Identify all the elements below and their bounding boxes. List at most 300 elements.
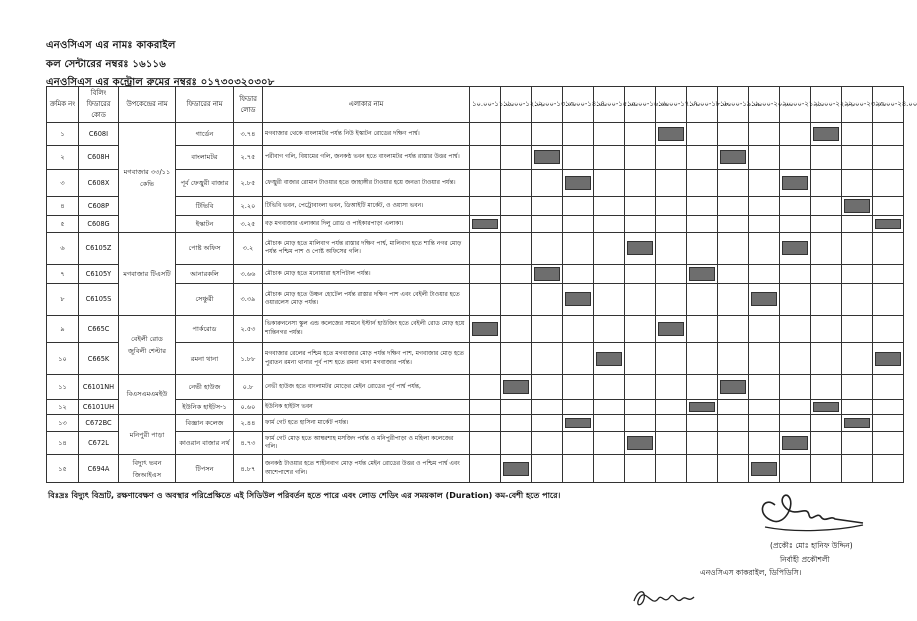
substation-cell: মগবাজার ৩৩/১১ কেভি [119,123,176,233]
serial-cell: ১৫ [47,455,79,483]
slot-cell [873,315,904,343]
slot-cell [687,455,718,483]
slot-cell [811,233,842,265]
serial-cell: ৬ [47,233,79,265]
load-cell: ৩.৭৪ [234,123,263,146]
slot-cell [749,374,780,399]
slot-cell [811,400,842,415]
signatory-office: এনওসিএস কাকরাইল, ডিপিডিসি। [700,568,802,577]
area-cell: নেভী হাউজ হতে বাংলামটর মোড়ের মেইন রোডের পূর্ব পার্শ্ব পর্যন্ত, [263,374,470,399]
shedding-block [689,267,715,281]
slot-cell [470,343,501,375]
feeder-name-cell: নেভী হাউজ [176,374,234,399]
slot-cell [811,123,842,146]
feeder-name-cell: পূর্ব ফেজ্বুরী বাজার [176,169,234,197]
slot-cell [594,415,625,432]
slot-cell [842,315,873,343]
slot-cell [780,197,811,216]
serial-cell: ২ [47,146,79,169]
area-cell: মৌচাক মোড় হতে মালিবাগ পর্যন্ত রাস্তার দক্ষিণ পার্শ্ব, মালিবাগ হতে শান্তি নগর মোড় পর্যন্ত পশ্চিম পাশ ও পোষ্ট অফিসের গলি। [263,233,470,265]
slot-cell [625,415,656,432]
table-row [47,400,904,415]
slot-cell [563,216,594,233]
slot-cell [811,146,842,169]
slot-cell [563,315,594,343]
slot-cell [873,415,904,432]
shedding-block [658,322,684,336]
area-cell: টিভিবি ভবন, পেট্রোবাংলা ভবন, ডিআইটি মার্কেট, ও ওয়াসা ভবন। [263,197,470,216]
slot-cell [687,233,718,265]
slot-cell [563,283,594,315]
slot-cell [842,233,873,265]
slot-cell [718,146,749,169]
slot-cell [625,146,656,169]
slot-cell [687,415,718,432]
serial-cell: ৮ [47,283,79,315]
shedding-block [689,402,715,412]
slot-cell [749,343,780,375]
slot-cell [687,146,718,169]
col-time-slot: ১৩.০০-১৪.০০ [563,87,594,123]
table-row [47,146,904,169]
shedding-block [565,176,591,190]
slot-cell [501,216,532,233]
substation-cell: মগবাজার টিএসটি [119,233,176,316]
slot-cell [625,169,656,197]
table-row [47,283,904,315]
signatory-designation: নির্বাহী প্রকৌশলী [780,555,830,564]
call-center-number: কল সেন্টারের নম্বরঃ ১৬১১৬ [46,59,166,70]
slot-cell [718,169,749,197]
slot-cell [656,264,687,283]
load-cell: ২.৫৩ [234,315,263,343]
col-time-slot: ১৪.০০-১৫.০০ [594,87,625,123]
slot-cell [718,415,749,432]
shedding-block [627,436,653,450]
slot-cell [594,283,625,315]
slot-cell [563,343,594,375]
slot-cell [687,197,718,216]
feeder-name-cell: আনারকলি [176,264,234,283]
slot-cell [656,233,687,265]
slot-cell [749,123,780,146]
area-cell: ইউনিক হাইটস ভবন [263,400,470,415]
load-cell: ৪.৭৩ [234,432,263,455]
slot-cell [718,455,749,483]
slot-cell [780,374,811,399]
substation-cell: বেইলী রোড জুবিলী শেল্টার [119,315,176,374]
slot-cell [842,146,873,169]
slot-cell [656,455,687,483]
slot-cell [532,400,563,415]
shedding-block [472,322,498,336]
slot-cell [687,374,718,399]
col-time-slot: ২২.০০-২৩.০০ [842,87,873,123]
load-cell: ৩.২৫ [234,216,263,233]
col-time-slot: ১৬.০০-১৭.০০ [656,87,687,123]
slot-cell [842,123,873,146]
control-room-number: এনওসিএস এর কন্ট্রোল রুমের নম্বরঃ ০১৭৩০৩২০৩০৮ [46,77,275,88]
initial-signature-image [630,583,710,613]
area-cell: ফার্ম গেট হতে হাসিনা মার্কেট পর্যন্ত। [263,415,470,432]
feeder-name-cell: টিভিবি [176,197,234,216]
slot-cell [873,400,904,415]
substation-cell: বিএসএমএমইউ [119,374,176,414]
slot-cell [873,197,904,216]
slot-cell [811,197,842,216]
serial-cell: ৭ [47,264,79,283]
slot-cell [749,146,780,169]
table-row [47,123,904,146]
slot-cell [563,374,594,399]
slot-cell [532,169,563,197]
disclaimer-note [48,490,560,503]
slot-cell [656,374,687,399]
slot-cell [718,400,749,415]
slot-cell [656,432,687,455]
slot-cell [842,197,873,216]
slot-cell [563,400,594,415]
slot-cell [780,343,811,375]
col-feeder-name: ফিডারের নাম [176,87,234,123]
slot-cell [718,197,749,216]
slot-cell [470,315,501,343]
slot-cell [470,169,501,197]
slot-cell [780,123,811,146]
feeder-code-cell: C6105Y [79,264,119,283]
slot-cell [470,432,501,455]
slot-cell [873,343,904,375]
slot-cell [811,315,842,343]
slot-cell [563,455,594,483]
slot-cell [842,400,873,415]
slot-cell [687,216,718,233]
feeder-name-cell: ইউনিক হাইটস-১ [176,400,234,415]
area-cell: মৌচাক মোড় হতে মনোয়ারা হসপিটাল পর্যন্ত। [263,264,470,283]
slot-cell [687,343,718,375]
serial-cell: ১০ [47,343,79,375]
slot-cell [501,400,532,415]
shedding-block [782,436,808,450]
area-cell: বড় মগবাজার এলাকার দিলু রোড ও পাইকারপাড়া এলাকা। [263,216,470,233]
slot-cell [594,264,625,283]
col-load: ফিডার লোড [234,87,263,123]
feeder-code-cell: C6101UH [79,400,119,415]
slot-cell [501,455,532,483]
shedding-block [751,292,777,306]
note-label: বিঃদ্রঃ [48,491,69,500]
slot-cell [563,233,594,265]
slot-cell [718,233,749,265]
slot-cell [656,343,687,375]
slot-cell [532,374,563,399]
shedding-block [813,127,839,141]
slot-cell [656,400,687,415]
area-cell: মগবাজার থেকে বাংলামটর পর্যন্ত নিউ ইস্কাটন রোডের দক্ষিণ পার্শ্ব। [263,123,470,146]
load-cell: ৩.২ [234,233,263,265]
slot-cell [780,432,811,455]
slot-cell [842,432,873,455]
table-row [47,374,904,399]
slot-cell [625,216,656,233]
slot-cell [470,197,501,216]
slot-cell [563,146,594,169]
slot-cell [594,146,625,169]
feeder-code-cell: C608X [79,169,119,197]
slot-cell [594,374,625,399]
shedding-block [875,219,901,229]
slot-cell [470,455,501,483]
col-time-slot: ২৩.০০-২৪.০০ [873,87,904,123]
slot-cell [532,197,563,216]
signature-image [745,475,865,537]
shedding-block [565,418,591,428]
serial-cell: ৩ [47,169,79,197]
table-row [47,233,904,265]
slot-cell [718,283,749,315]
slot-cell [780,233,811,265]
slot-cell [594,233,625,265]
col-substation: উপকেন্দ্রের নাম [119,87,176,123]
feeder-code-cell: C608H [79,146,119,169]
slot-cell [842,415,873,432]
area-cell: মৌচাক মোড় হতে উষ্ণন হোটেল পর্যন্ত রাস্তার দক্ষিণ পাশ এবং বেইলী টাওয়ার হতে ওয়ারলেস মোড় পর্যন্ত। [263,283,470,315]
slot-cell [501,169,532,197]
shedding-block [472,219,498,229]
slot-cell [625,197,656,216]
shedding-block [782,241,808,255]
slot-cell [563,432,594,455]
slot-cell [594,432,625,455]
shedding-block [534,267,560,281]
slot-cell [873,283,904,315]
load-cell: ১.৮৮ [234,343,263,375]
slot-cell [656,415,687,432]
slot-cell [811,283,842,315]
load-shedding-schedule-table [46,86,917,483]
slot-cell [501,415,532,432]
feeder-name-cell: টিপসন [176,455,234,483]
shedding-block [534,150,560,164]
slot-cell [873,123,904,146]
slot-cell [718,264,749,283]
slot-cell [718,123,749,146]
load-cell: ০.৬০ [234,400,263,415]
shedding-block [720,380,746,394]
slot-cell [749,415,780,432]
col-time-slot: ১২.০০-১৩.০০ [532,87,563,123]
slot-cell [718,343,749,375]
slot-cell [470,264,501,283]
slot-cell [842,169,873,197]
serial-cell: ১৩ [47,415,79,432]
slot-cell [532,455,563,483]
slot-cell [687,169,718,197]
slot-cell [873,233,904,265]
slot-cell [501,233,532,265]
slot-cell [594,455,625,483]
slot-cell [873,146,904,169]
slot-cell [594,216,625,233]
table-row [47,264,904,283]
slot-cell [532,216,563,233]
area-cell: জনকণ্ঠ টাওয়ার হতে শাহীনবাগ মোড় পর্যন্ত মেইন রোডের উত্তর ও পশ্চিম পার্শ্ব এবং আশেপাশের গলি। [263,455,470,483]
slot-cell [501,343,532,375]
slot-cell [873,455,904,483]
slot-cell [625,374,656,399]
slot-cell [780,146,811,169]
col-time-slot: ১৭.০০-১৮.০০ [687,87,718,123]
slot-cell [470,146,501,169]
table-row [47,216,904,233]
slot-cell [749,264,780,283]
slot-cell [532,343,563,375]
slot-cell [780,216,811,233]
header-row [47,87,904,123]
slot-cell [811,432,842,455]
slot-cell [470,216,501,233]
substation-cell: বিদ্যুৎ ভবন জিআইএস [119,455,176,483]
slot-cell [501,432,532,455]
slot-cell [532,283,563,315]
slot-cell [470,400,501,415]
shedding-block [782,176,808,190]
shedding-block [844,199,870,213]
slot-cell [470,415,501,432]
slot-cell [687,264,718,283]
serial-cell: ১২ [47,400,79,415]
slot-cell [532,233,563,265]
slot-cell [594,197,625,216]
slot-cell [687,123,718,146]
note-text: বিদ্যুৎ বিভ্রাট, রক্ষণাবেক্ষণ ও অবস্থার পরিপ্রেক্ষিতে এই সিডিউল পরিবর্তন হতে পারে এবং লোড শেডিং এর সময়কাল (Duration) কম-বেশী হতে পারে। [71,491,561,500]
slot-cell [532,432,563,455]
slot-cell [625,123,656,146]
slot-cell [563,169,594,197]
feeder-code-cell: C665C [79,315,119,343]
load-cell: ২.৭৫ [234,146,263,169]
feeder-code-cell: C608I [79,123,119,146]
slot-cell [470,283,501,315]
col-area: এলাকার নাম [263,87,470,123]
feeder-code-cell: C6101NH [79,374,119,399]
slot-cell [842,216,873,233]
feeder-name-cell: গার্ডেন [176,123,234,146]
slot-cell [656,169,687,197]
feeder-name-cell: ইস্কাটন [176,216,234,233]
noc-name: এনওসিএস এর নামঃ কাকরাইল [46,40,176,51]
load-cell: ২.৪৪ [234,415,263,432]
slot-cell [656,315,687,343]
slot-cell [687,432,718,455]
slot-cell [811,216,842,233]
feeder-name-cell: পার্করোড [176,315,234,343]
substation-cell: মনিপুরী পাড়া [119,415,176,455]
slot-cell [656,197,687,216]
feeder-name-cell: কাওরান বাজার নর্থ [176,432,234,455]
slot-cell [780,264,811,283]
slot-cell [873,169,904,197]
col-time-slot: ২০.০০-২১.০০ [780,87,811,123]
slot-cell [563,123,594,146]
slot-cell [780,315,811,343]
slot-cell [842,283,873,315]
shedding-block [720,150,746,164]
slot-cell [749,216,780,233]
slot-cell [563,264,594,283]
slot-cell [749,315,780,343]
feeder-code-cell: C672BC [79,415,119,432]
load-cell: ৩.৩৯ [234,283,263,315]
slot-cell [842,343,873,375]
slot-cell [470,233,501,265]
slot-cell [749,400,780,415]
slot-cell [687,400,718,415]
slot-cell [811,343,842,375]
area-cell: মগবাজার রেলের পশ্চিম হতে মগবাজার মোড় পর্যন্ত দক্ষিণ পাশ, মগবাজার মোড় হতে পুরাতন রমনা থানার পূর্ব পাশ হতে রমনা থানা মগবাজার পর্যন্ত। [263,343,470,375]
col-serial: ক্রমিক নং [47,87,79,123]
feeder-code-cell: C672L [79,432,119,455]
feeder-name-cell: বাংলামটর [176,146,234,169]
feeder-name-cell: পোষ্ট অফিস [176,233,234,265]
slot-cell [625,400,656,415]
serial-cell: ১৪ [47,432,79,455]
area-cell: ফেজ্বুরী বাজার রোমান টাওয়ার হতে জাহাঙ্গীর টাওয়ার হয়ে জনতা টাওয়ার পর্যন্ত। [263,169,470,197]
feeder-name-cell: বিজ্ঞান কলেজ [176,415,234,432]
col-time-slot: ১৮.০০-১৯.০০ [718,87,749,123]
slot-cell [780,169,811,197]
slot-cell [594,123,625,146]
slot-cell [470,123,501,146]
load-cell: ৪.৮৭ [234,455,263,483]
slot-cell [873,374,904,399]
load-cell: ২.৮৫ [234,169,263,197]
slot-cell [749,283,780,315]
table-row [47,343,904,375]
shedding-block [813,402,839,412]
col-time-slot: ১৫.০০-১৬.০০ [625,87,656,123]
slot-cell [501,123,532,146]
serial-cell: ৪ [47,197,79,216]
shedding-block [565,292,591,306]
slot-cell [532,315,563,343]
load-cell: ০.৮ [234,374,263,399]
serial-cell: ৫ [47,216,79,233]
slot-cell [625,315,656,343]
slot-cell [842,374,873,399]
slot-cell [811,415,842,432]
slot-cell [687,283,718,315]
slot-cell [532,415,563,432]
slot-cell [842,264,873,283]
slot-cell [780,400,811,415]
slot-cell [625,343,656,375]
slot-cell [501,283,532,315]
slot-cell [749,233,780,265]
slot-cell [873,216,904,233]
slot-cell [873,432,904,455]
slot-cell [594,343,625,375]
col-time-slot: ২১.০০-২২.০০ [811,87,842,123]
slot-cell [625,233,656,265]
slot-cell [873,264,904,283]
col-feeder-code: বিলিং ফিডারের কোড [79,87,119,123]
slot-cell [811,264,842,283]
shedding-block [875,352,901,366]
table-row [47,169,904,197]
slot-cell [501,146,532,169]
slot-cell [718,374,749,399]
